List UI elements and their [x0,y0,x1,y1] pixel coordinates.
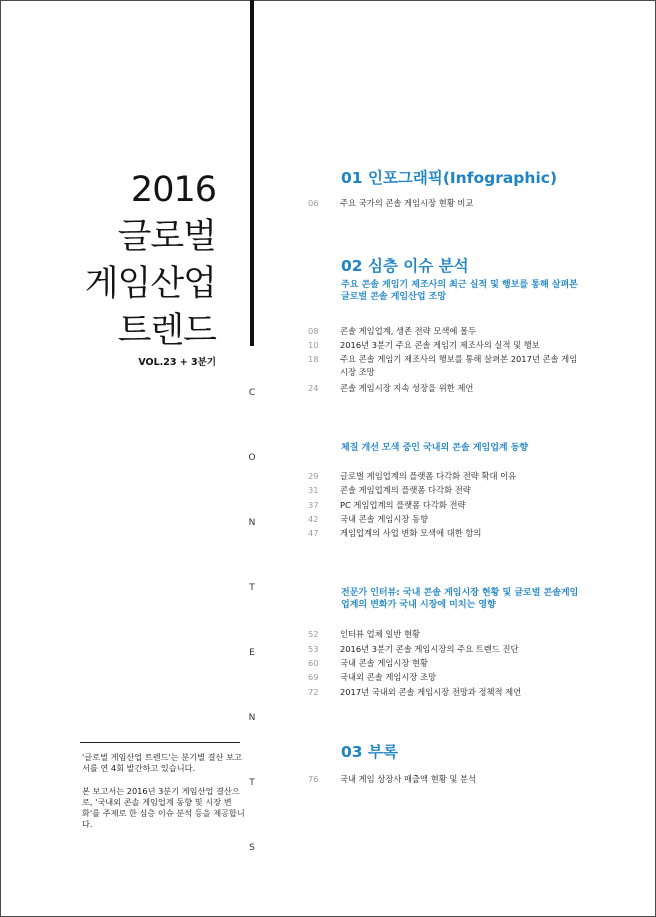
toc-entry-text: 게임업계의 사업 변화 모색에 대한 함의 [340,528,482,538]
toc-entry-text: 2017년 국내외 콘솔 게임시장 전망과 정책적 제언 [340,687,522,697]
contents-letter: T [249,583,255,593]
volume-label: VOL.23 + 3분기 [138,357,216,368]
title-game-industry: 게임산업 [84,264,216,304]
toc-page-number: 29 [308,471,319,481]
toc-page-number: 06 [308,198,319,208]
toc-page-number: 08 [308,326,319,336]
toc-entry[interactable] [308,382,588,395]
section-title-infographic: 01 인포그래픽(Infographic) [341,169,558,187]
contents-letter: N [248,713,256,723]
toc-page-number: 60 [308,658,319,668]
side-note-rule [80,742,240,743]
toc-page-number: 52 [308,629,319,639]
toc-entry[interactable] [308,773,588,786]
toc-entry-text: 국내외 콘솔 게임시장 조망 [340,672,437,682]
toc-entry[interactable] [308,470,588,483]
toc-entry-text: 국내 콘솔 게임시장 동향 [340,514,429,524]
section-title-appendix: 03 부록 [341,743,398,761]
toc-page-number: 37 [308,500,319,510]
toc-entry-text: 콘솔 게임업계, 생존 전략 모색에 몰두 [340,326,477,336]
toc-entry-text: 콘솔 게임업계의 플랫폼 다각화 전략 [340,485,471,495]
contents-letter: C [248,388,256,398]
side-note-paragraph-1: '글로벌 게임산업 트렌드'는 분기별 결산 보고서를 연 4회 발간하고 있습니다. [82,752,242,773]
toc-entry[interactable] [308,628,588,641]
toc-page-number: 18 [308,354,319,364]
toc-entry[interactable] [308,527,588,540]
toc-page-number: 10 [308,340,319,350]
toc-entry[interactable] [308,657,588,670]
toc-entry-text: 주요 콘솔 게임기 제조사의 행보를 통해 살펴본 2017년 콘솔 게임시장 조망 [340,354,578,377]
toc-entry[interactable] [308,686,588,699]
toc-entry[interactable] [308,353,588,379]
report-title [85,167,216,355]
subsection-heading: 체질 개선 모색 중인 국내외 콘솔 게임업계 동향 [341,443,529,453]
title-trend: 트렌드 [117,311,216,351]
toc-page-number: 42 [308,514,319,524]
toc-entry[interactable] [308,513,588,526]
toc-entry-text: 글로벌 게임업계의 플랫폼 다각화 전략 확대 이유 [340,471,517,481]
toc-entry-text: 국내 게임 상장사 매출액 현황 및 분석 [340,774,477,784]
toc-page-number: 31 [308,485,319,495]
subsection-heading: 전문가 인터뷰: 국내 콘솔 게임시장 현황 및 글로벌 콘솔게임업계의 변화가 국내 시장에 미치는 영향 [341,588,579,610]
toc-entry[interactable] [308,643,588,656]
toc-entry[interactable] [308,671,588,684]
contents-letter: T [249,778,255,788]
toc-page-number: 69 [308,672,319,682]
contents-letter: O [248,453,256,463]
section-title-deep-issue: 02 심층 이슈 분석 [341,257,469,275]
toc-entry-text: 2016년 3분기 주요 콘솔 게임기 제조사의 실적 및 행보 [340,340,540,350]
toc-entry[interactable] [308,197,588,210]
toc-page-number: 72 [308,687,319,697]
toc-page-number: 53 [308,644,319,654]
title-global: 글로벌 [117,217,216,257]
contents-letter: S [249,843,255,853]
toc-entry-text: 국내 콘솔 게임시장 현황 [340,658,429,668]
toc-entry-text: 주요 국가의 콘솔 게임시장 현황 비교 [340,198,474,208]
toc-entry[interactable] [308,339,588,352]
toc-entry[interactable] [308,499,588,512]
toc-page-number: 76 [308,774,319,784]
toc-entry-text: 인터뷰 업체 일반 현황 [340,629,421,639]
contents-letter: N [248,518,256,528]
subsection-heading: 주요 콘솔 게임기 제조사의 최근 실적 및 행보를 통해 살펴본 글로벌 콘솔 게임산업 조망 [341,280,578,302]
vertical-rule [250,0,254,346]
toc-entry-text: 2016년 3분기 콘솔 게임시장의 주요 트렌드 진단 [340,644,519,654]
toc-entry[interactable] [308,325,588,338]
toc-entry[interactable] [308,484,588,497]
contents-letter: E [249,648,255,658]
toc-entry-text: PC 게임업계의 플랫폼 다각화 전략 [340,500,466,510]
side-note-paragraph-2: 본 보고서는 2016년 3분기 게임산업 결산으로, '국내외 콘솔 게임업계 동향 및 시장 변화'를 주제로 한 심층 이슈 분석 등을 제공합니다. [82,786,245,829]
toc-page-number: 47 [308,528,319,538]
title-year: 2016 [130,170,216,210]
toc-entry-text: 콘솔 게임시장 지속 성장을 위한 제언 [340,383,474,393]
toc-page-number: 24 [308,383,319,393]
